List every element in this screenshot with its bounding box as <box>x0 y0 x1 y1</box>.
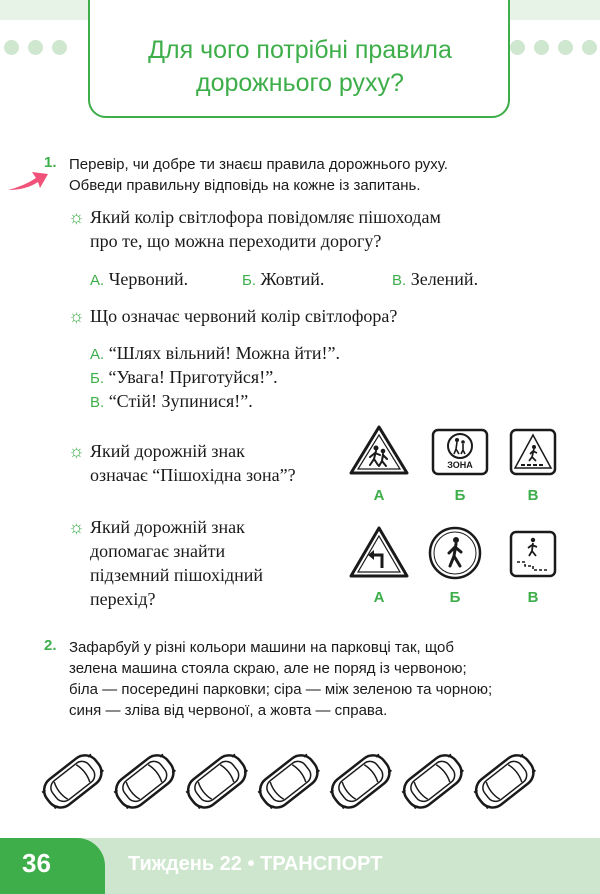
car-icon <box>255 750 324 813</box>
sun-bullet-icon: ☼ <box>68 306 85 326</box>
sign-label-c: В <box>527 589 539 606</box>
q2-answer-c[interactable]: В. “Стій! Зупинися!”. <box>90 391 253 411</box>
pedestrian-round-sign-icon[interactable] <box>428 526 482 580</box>
car-icon <box>399 750 468 813</box>
footer-page-tab <box>0 838 105 894</box>
title-line-1: Для чого потрібні правила <box>148 36 452 64</box>
car-icon <box>327 750 396 813</box>
car-icon <box>183 750 252 813</box>
question-2: Що означає червоний колір світлофора? <box>90 306 398 326</box>
question-3: Який дорожній знак означає “Пішохідна зона”? <box>90 441 296 485</box>
zone-sign-text: ЗОНА <box>447 460 473 470</box>
task-1-intro: Перевір, чи добре ти знаєш правила дорожнього руху. Обведи правильну відповідь на кожне із запитань. <box>69 156 448 194</box>
sign-label-a: А <box>373 487 385 504</box>
q2-answer-a[interactable]: А. “Шлях вільний! Можна йти!”. <box>90 343 340 363</box>
q1-answer-a[interactable]: А. Червоний. <box>90 269 189 289</box>
page-number: 36 <box>22 848 51 878</box>
car-icon <box>39 750 108 813</box>
page-title <box>100 34 500 100</box>
car-icon <box>471 750 540 813</box>
task-1-number: 1. <box>44 154 57 171</box>
q2-answer-b[interactable]: Б. “Увага! Приготуйся!”. <box>90 367 278 387</box>
sun-bullet-icon: ☼ <box>68 441 85 461</box>
sun-bullet-icon: ☼ <box>68 517 85 537</box>
parking-cars <box>38 738 568 826</box>
question-1: Який колір світлофора повідомляє пішоходам про те, що можна переходити дорогу? <box>90 207 441 251</box>
sign-label-a: А <box>373 589 385 606</box>
pedestrians-triangle-sign-icon[interactable] <box>348 424 410 476</box>
pink-arrow-icon <box>6 168 50 194</box>
turn-left-triangle-sign-icon[interactable] <box>348 525 410 579</box>
car-icon <box>111 750 180 813</box>
sun-bullet-icon: ☼ <box>68 207 85 227</box>
task-2-number: 2. <box>44 637 57 654</box>
footer-separator: • <box>241 853 261 875</box>
q1-answer-c[interactable]: В. Зелений. <box>392 269 479 289</box>
question-4: Який дорожній знак допомагає знайти підземний пішохідний перехід? <box>90 517 264 609</box>
crosswalk-sign-icon[interactable] <box>509 428 557 476</box>
footer-topic <box>128 853 382 876</box>
footer-topic-name: ТРАНСПОРТ <box>260 853 383 875</box>
underground-crossing-sign-icon[interactable] <box>509 530 557 578</box>
footer-week: Тиждень 22 <box>128 853 242 875</box>
sign-label-b: Б <box>449 589 461 606</box>
title-line-2: дорожнього руху? <box>196 69 404 97</box>
sign-label-c: В <box>527 487 539 504</box>
q1-answer-b[interactable]: Б. Жовтий. <box>242 269 325 289</box>
sign-label-b: Б <box>454 487 466 504</box>
task-2-text: Зафарбуй у різні кольори машини на парковці так, щоб зелена машина стояла скраю, але не поряд із червоною; біла — посередині парковки; сіра — між зеленою та чорною; синя — зліва від червоної, а жовта — справа. <box>69 639 493 719</box>
